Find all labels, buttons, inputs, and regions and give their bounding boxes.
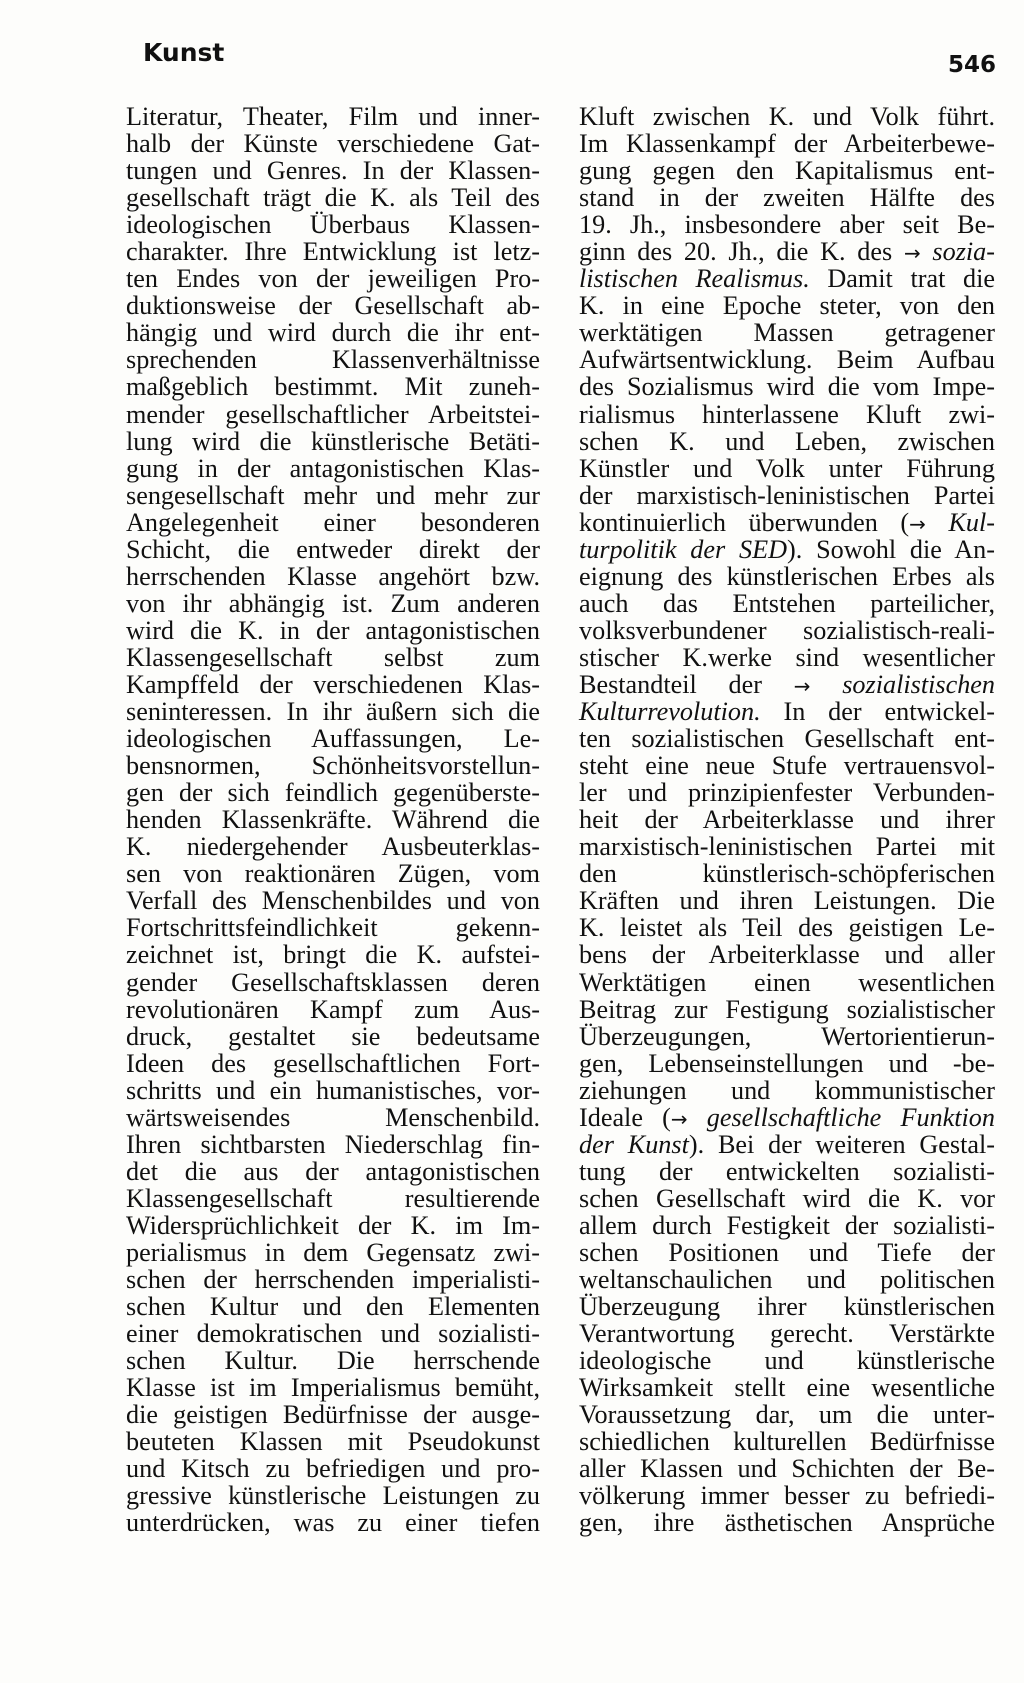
text-fragment: ginn des 20. Jh., die K. des [579, 237, 893, 267]
text-line: gesellschaft trägt die K. als Teil des [126, 183, 540, 213]
text-line: ten sozialistischen Gesellschaft ent- [579, 724, 995, 754]
text-line: auch das Entstehen parteilicher, [579, 588, 995, 618]
text-line: ziehungen und kommunistischer [579, 1075, 995, 1105]
cross-reference-link[interactable]: sozia- [932, 237, 995, 267]
text-line: Überzeugung ihrer künstlerischen [579, 1292, 995, 1322]
text-line: ideologischen Auffassungen, Le- [126, 724, 540, 754]
text-line: die geistigen Bedürfnisse der ausge- [126, 1400, 540, 1430]
text-line: des Sozialismus wird die vom Impe- [579, 372, 995, 402]
text-line: stand in der zweiten Hälfte des [579, 183, 995, 213]
text-line: mender gesellschaftlicher Arbeitstei- [126, 399, 540, 429]
text-line: ler und prinzipienfester Verbunden- [579, 778, 995, 808]
text-line: maßgeblich bestimmt. Mit zuneh- [126, 372, 540, 402]
text-fragment: Damit trat die [809, 264, 995, 294]
text-line: Widersprüchlichkeit der K. im Im- [126, 1210, 540, 1240]
cross-reference-link[interactable]: gesellschaftliche Funktion [706, 1102, 995, 1132]
text-line: henden Klassenkräfte. Während die [126, 805, 540, 835]
text-line: Literatur, Theater, Film und inner- [126, 102, 540, 131]
text-line: gender Gesellschaftsklassen deren [126, 967, 540, 997]
text-line: werktätigen Massen getragener [579, 318, 995, 348]
text-line: beuteten Klassen mit Pseudokunst [126, 1427, 540, 1457]
text-line: eignung des künstlerischen Erbes als [579, 561, 995, 591]
cross-reference-link[interactable]: sozialistischen [842, 669, 995, 699]
text-line: zeichnet ist, bringt die K. aufstei- [126, 940, 540, 970]
text-line: gressive künstlerische Leistungen zu [126, 1481, 540, 1511]
text-line-with-reference [579, 1104, 995, 1131]
right-text-column [579, 103, 995, 1536]
text-line: ideologischen Überbaus Klassen- [126, 210, 540, 240]
cross-reference-link[interactable]: turpolitik der SED [579, 534, 787, 564]
text-line: volksverbundener sozialistisch-reali- [579, 615, 995, 645]
text-line: gen, Lebenseinstellungen und -be- [579, 1048, 995, 1078]
text-line: marxistisch-leninistischen Partei mit [579, 832, 995, 862]
text-line: tungen und Genres. In der Klassen- [126, 156, 540, 186]
cross-reference-link[interactable]: Kul- [948, 507, 995, 537]
text-line: aller Klassen und Schichten der Be- [579, 1454, 995, 1484]
text-line-with-reference [579, 238, 995, 265]
text-line: der marxistisch-leninistischen Partei [579, 480, 995, 510]
left-text-column [126, 103, 540, 1536]
text-line: hängig und wird durch die ihr ent- [126, 318, 540, 348]
text-line: Voraussetzung dar, um die unter- [579, 1400, 995, 1430]
text-line: gen der sich feindlich gegenüberste- [126, 778, 540, 808]
cross-reference-arrow-icon: → [670, 1106, 688, 1131]
text-fragment: kontinuierlich überwunden ( [579, 507, 910, 537]
text-line: tung der entwickelten sozialisti- [579, 1156, 995, 1186]
text-line: schiedlichen kulturellen Bedürfnisse [579, 1427, 995, 1457]
cross-reference-arrow-icon: → [903, 241, 921, 266]
text-line: Wirksamkeit stellt eine wesentliche [579, 1373, 995, 1403]
text-line: sengesellschaft mehr und mehr zur [126, 480, 540, 510]
text-line: sen von reaktionären Zügen, vom [126, 859, 540, 889]
text-line: K. leistet als Teil des geistigen Le- [579, 913, 995, 943]
text-line: wird die K. in der antagonistischen [126, 615, 540, 645]
text-line: einer demokratischen und sozialisti- [126, 1319, 540, 1349]
text-line: K. in eine Epoche steter, von den [579, 291, 995, 321]
text-line: weltanschaulichen und politischen [579, 1265, 995, 1295]
text-line: schen Gesellschaft wird die K. vor [579, 1183, 995, 1213]
text-line: Schicht, die entweder direkt der [126, 534, 540, 564]
text-line: Klassengesellschaft resultierende [126, 1183, 540, 1213]
text-line: bens der Arbeiterklasse und aller [579, 940, 995, 970]
text-fragment: Bestandteil der [579, 669, 762, 699]
text-line: Angelegenheit einer besonderen [126, 507, 540, 537]
text-line: wärtsweisendes Menschenbild. [126, 1102, 540, 1132]
text-line: schritts und ein humanistisches, vor- [126, 1075, 540, 1105]
text-line: gen, ihre ästhetischen Ansprüche [579, 1508, 995, 1538]
text-line: völkerung immer besser zu befriedi- [579, 1481, 995, 1511]
text-line: Kluft zwischen K. und Volk führt. [579, 102, 995, 131]
text-line: schen Kultur und den Elementen [126, 1292, 540, 1322]
text-line: heit der Arbeiterklasse und ihrer [579, 805, 995, 835]
text-line: charakter. Ihre Entwicklung ist letz- [126, 237, 540, 267]
text-line: steht eine neue Stufe vertrauensvol- [579, 751, 995, 781]
text-line: gung in der antagonistischen Klas- [126, 453, 540, 483]
text-line: unterdrücken, was zu einer tiefen [126, 1508, 540, 1538]
text-line: 19. Jh., insbesondere aber seit Be- [579, 210, 995, 240]
text-line: halb der Künste verschiedene Gat- [126, 129, 540, 159]
running-head-headword: Kunst [143, 38, 225, 67]
text-fragment: Ideale ( [579, 1102, 671, 1132]
text-line: ideologische und künstlerische [579, 1346, 995, 1376]
text-line: Ideen des gesellschaftlichen Fort- [126, 1048, 540, 1078]
text-line-with-reference [579, 1131, 995, 1158]
text-line: Kräften und ihren Leistungen. Die [579, 886, 995, 916]
text-line-with-reference [579, 671, 995, 698]
cross-reference-arrow-icon: → [793, 673, 811, 698]
text-line: lung wird die künstlerische Betäti- [126, 426, 540, 456]
text-line: schen der herrschenden imperialisti- [126, 1265, 540, 1295]
text-line: perialismus in dem Gegensatz zwi- [126, 1237, 540, 1267]
text-line: Kampffeld der verschiedenen Klas- [126, 669, 540, 699]
text-line: duktionsweise der Gesellschaft ab- [126, 291, 540, 321]
text-line: Klasse ist im Imperialismus bemüht, [126, 1373, 540, 1403]
text-line: Fortschrittsfeindlichkeit gekenn- [126, 913, 540, 943]
cross-reference-link[interactable]: der Kunst [579, 1129, 689, 1159]
text-fragment: ). Sowohl die An- [787, 534, 995, 564]
text-line: ten Endes von der jeweiligen Pro- [126, 264, 540, 294]
text-line-with-reference [579, 698, 995, 725]
text-line: Künstler und Volk unter Führung [579, 453, 995, 483]
text-line: rialismus hinterlassene Kluft zwi- [579, 399, 995, 429]
cross-reference-arrow-icon: → [909, 511, 926, 536]
text-line-with-reference [579, 536, 995, 563]
text-line: herrschenden Klasse angehört bzw. [126, 561, 540, 591]
text-line: Im Klassenkampf der Arbeiterbewe- [579, 129, 995, 159]
text-line: schen Kultur. Die herrschende [126, 1346, 540, 1376]
text-line: von ihr abhängig ist. Zum anderen [126, 588, 540, 618]
text-line: revolutionären Kampf zum Aus- [126, 994, 540, 1024]
text-line: Ihren sichtbarsten Niederschlag fin- [126, 1129, 540, 1159]
text-line: seninteressen. In ihr äußern sich die [126, 697, 540, 727]
text-line-with-reference [579, 509, 995, 536]
text-line-with-reference [579, 265, 995, 292]
text-fragment: In der entwickel- [760, 697, 995, 727]
text-line: Werktätigen einen wesentlichen [579, 967, 995, 997]
text-line: und Kitsch zu befriedigen und pro- [126, 1454, 540, 1484]
text-line: allem durch Festigkeit der sozialisti- [579, 1210, 995, 1240]
text-line: Überzeugungen, Wertorientierun- [579, 1021, 995, 1051]
text-line: bensnormen, Schönheitsvorstellun- [126, 751, 540, 781]
text-fragment: ). Bei der weiteren Gestal- [688, 1129, 995, 1159]
text-line: gung gegen den Kapitalismus ent- [579, 156, 995, 186]
text-line: schen K. und Leben, zwischen [579, 426, 995, 456]
text-line: schen Positionen und Tiefe der [579, 1237, 995, 1267]
text-line: stischer K.werke sind wesentlicher [579, 642, 995, 672]
text-line: druck, gestaltet sie bedeutsame [126, 1021, 540, 1051]
text-line: Aufwärtsentwicklung. Beim Aufbau [579, 345, 995, 375]
text-line: det die aus der antagonistischen [126, 1156, 540, 1186]
text-line: Beitrag zur Festigung sozialistischer [579, 994, 995, 1024]
text-line: K. niedergehender Ausbeuterklas- [126, 832, 540, 862]
text-line: sprechenden Klassenverhältnisse [126, 345, 540, 375]
cross-reference-link[interactable]: listischen Realismus. [579, 264, 810, 294]
text-line: Verantwortung gerecht. Verstärkte [579, 1319, 995, 1349]
text-line: Klassengesellschaft selbst zum [126, 642, 540, 672]
text-line: Verfall des Menschenbildes und von [126, 886, 540, 916]
page-number: 546 [947, 52, 996, 78]
cross-reference-link[interactable]: Kulturrevolution. [579, 697, 761, 727]
text-line: den künstlerisch-schöpferischen [579, 859, 995, 889]
